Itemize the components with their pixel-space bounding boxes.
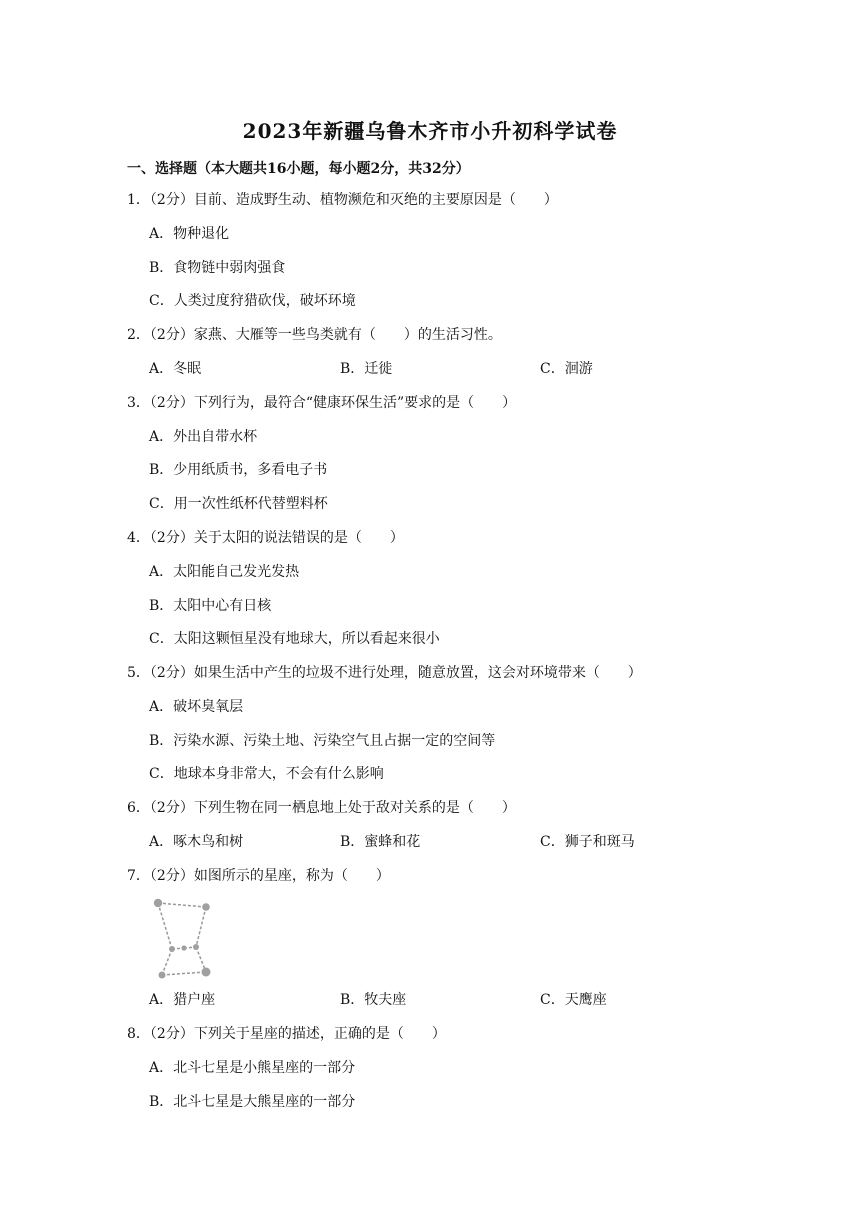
question-3-option-a: A．外出自带水杯 — [149, 429, 258, 445]
star — [169, 946, 175, 952]
star — [193, 944, 199, 950]
question-1-option-b: B．食物链中弱肉强食 — [149, 260, 286, 276]
constellation-figure — [150, 895, 216, 981]
question-8-option-a: A．北斗七星是小熊星座的一部分 — [149, 1060, 356, 1076]
star — [202, 968, 211, 977]
question-5-option-c: C．地球本身非常大，不会有什么影响 — [149, 766, 384, 782]
question-2-option-a: A．冬眠 — [149, 361, 202, 377]
question-7-option-b: B．牧夫座 — [340, 992, 407, 1008]
question-8-option-b: B．北斗七星是大熊星座的一部分 — [149, 1094, 356, 1110]
question-4-option-b: B．太阳中心有日核 — [149, 598, 272, 614]
question-6-option-c: C．狮子和斑马 — [540, 834, 635, 850]
question-6-stem: 6．（2分）下列生物在同一栖息地上处于敌对关系的是（ ） — [127, 800, 516, 816]
star — [159, 972, 166, 979]
question-2-stem: 2．（2分）家燕、大雁等一些鸟类就有（ ）的生活习性。 — [127, 327, 502, 343]
question-4-option-a: A．太阳能自己发光发热 — [149, 564, 300, 580]
question-6-option-b: B．蜜蜂和花 — [340, 834, 421, 850]
star — [154, 899, 162, 907]
star — [181, 945, 186, 950]
question-1-option-c: C．人类过度狩猎砍伐，破坏环境 — [149, 293, 356, 309]
question-3-stem: 3．（2分）下列行为，最符合“健康环保生活”要求的是（ ） — [127, 395, 517, 411]
question-5-option-a: A．破坏臭氧层 — [149, 699, 244, 715]
question-1-stem: 1．（2分）目前、造成野生动、植物濒危和灭绝的主要原因是（ ） — [127, 192, 558, 208]
question-8-stem: 8．（2分）下列关于星座的描述，正确的是（ ） — [127, 1026, 446, 1042]
question-4-stem: 4．（2分）关于太阳的说法错误的是（ ） — [127, 530, 404, 546]
question-3-option-c: C．用一次性纸杯代替塑料杯 — [149, 496, 328, 512]
question-7-option-a: A．猎户座 — [149, 992, 216, 1008]
question-7-option-c: C．天鹰座 — [540, 992, 607, 1008]
question-2-option-b: B．迁徙 — [340, 361, 393, 377]
question-5-option-b: B．污染水源、污染土地、污染空气且占据一定的空间等 — [149, 733, 496, 749]
question-1-option-a: A．物种退化 — [149, 226, 230, 242]
question-5-stem: 5．（2分）如果生活中产生的垃圾不进行处理，随意放置，这会对环境带来（ ） — [127, 665, 642, 681]
question-7-stem: 7．（2分）如图所示的星座，称为（ ） — [127, 868, 390, 884]
page-title: 2023年新疆乌鲁木齐市小升初科学试卷 — [242, 119, 618, 143]
section-heading: 一、选择题（本大题共16小题，每小题2分，共32分） — [127, 161, 470, 177]
question-3-option-b: B．少用纸质书，多看电子书 — [149, 462, 328, 478]
question-4-option-c: C．太阳这颗恒星没有地球大，所以看起来很小 — [149, 631, 440, 647]
question-2-option-c: C．洄游 — [540, 361, 593, 377]
question-6-option-a: A．啄木鸟和树 — [149, 834, 244, 850]
star — [202, 903, 210, 911]
